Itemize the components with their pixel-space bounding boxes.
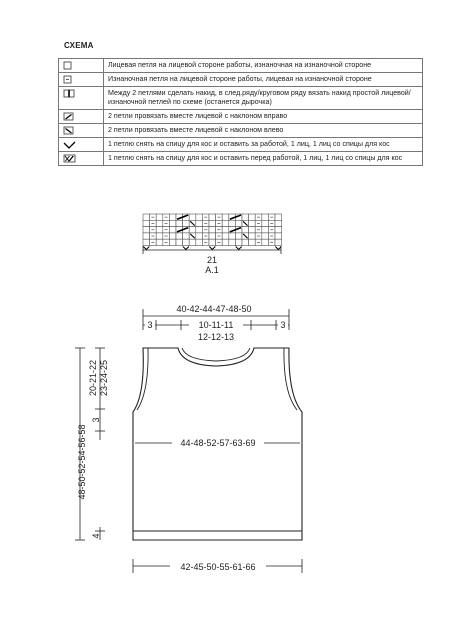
chart-cell (262, 239, 269, 245)
chart-cell (249, 233, 256, 239)
chart-cell (156, 214, 163, 220)
chart-cell (196, 220, 203, 226)
chart-cell (156, 239, 163, 245)
chart-cell (156, 220, 163, 226)
bottom-width-label: 42-45-50-55-61-66 (180, 562, 256, 572)
chart-cell (169, 227, 176, 233)
legend-text: Лицевая петля на лицевой стороне работы, изнаночная на изнаночной стороне (104, 59, 423, 73)
legend-text: 1 петлю снять на спицу для кос и оставить перед работой, 1 лиц, 1 лиц со спицы для кос (104, 152, 423, 166)
chart-cell (222, 227, 229, 233)
chart-cell (183, 233, 190, 239)
chart-base-symbol (275, 247, 281, 250)
chart-cell (229, 239, 236, 245)
total-length-label: 48-50-52-54-56-58 (77, 424, 87, 500)
chart-cell (275, 214, 282, 220)
chart-cell (249, 239, 256, 245)
chart-cell (222, 239, 229, 245)
chart-cell (196, 233, 203, 239)
chart-cell (209, 233, 216, 239)
chart-cell (262, 220, 269, 226)
legend-text: Между 2 петлями сделать накид, в след.ряду/круговом ряду вязать накид простой лицевой/изнаночной петлей по схеме (останется дырочка) (104, 87, 423, 110)
chart-cell (242, 214, 249, 220)
chart-cell (275, 233, 282, 239)
chart-cell (262, 214, 269, 220)
neck-width-label: 10-11-11 (198, 320, 234, 330)
legend-text: 2 петли провязать вместе лицевой с наклоном вправо (104, 110, 423, 124)
chart-cell (249, 227, 256, 233)
chart-cell (275, 239, 282, 245)
chart-cell (209, 227, 216, 233)
shoulder-right-label: 3 (280, 320, 286, 330)
chart-base-symbol (143, 247, 149, 250)
chart-base-symbol (209, 247, 215, 250)
chart-cell (209, 214, 216, 220)
chart-cell (156, 233, 163, 239)
chart-cell (196, 227, 203, 233)
chart-cell (143, 227, 150, 233)
chart-cell (183, 239, 190, 245)
chart-cell (143, 214, 150, 220)
top-width-label: 40-42-44-47-48-50 (176, 304, 252, 314)
chart-cell (156, 227, 163, 233)
chart-base-symbol (236, 247, 242, 250)
chart-cell (143, 220, 150, 226)
chart-cell (222, 214, 229, 220)
chart-name: A.1 (205, 265, 219, 275)
chart-stitch-count: 21 (206, 255, 218, 265)
chart-cell (169, 239, 176, 245)
armhole-band-label: 3 (91, 417, 101, 423)
chart-cell (242, 239, 249, 245)
chart-cell (169, 220, 176, 226)
chart-cell (275, 227, 282, 233)
chart-cell (222, 220, 229, 226)
chart-cell (189, 227, 196, 233)
chart-cell (242, 227, 249, 233)
chart-cell (176, 233, 183, 239)
chart-cell (176, 220, 183, 226)
chart-cell (235, 220, 242, 226)
shoulder-left-label: 3 (147, 320, 153, 330)
chart-cell (183, 220, 190, 226)
chart-cell (229, 233, 236, 239)
chart-cell (229, 220, 236, 226)
chart-cell (262, 233, 269, 239)
chart-cell (222, 233, 229, 239)
chart-legend-heading: СХЕМА (64, 41, 94, 50)
chart-cell (176, 239, 183, 245)
chart-cell (189, 239, 196, 245)
chart-cell (249, 220, 256, 226)
chart-cell (275, 220, 282, 226)
legend-text: 2 петли провязать вместе лицевой с наклоном влево (104, 124, 423, 138)
rib-band-label: 4 (91, 533, 101, 539)
chart-base-symbol (183, 247, 189, 250)
chart-cell (209, 239, 216, 245)
chart-cell (143, 239, 150, 245)
neck-width-label-2: 12-12-13 (197, 332, 235, 342)
chart-cell (209, 220, 216, 226)
chart-cell (189, 214, 196, 220)
chart-cell (196, 239, 203, 245)
armhole-depth-label-2: 23-24-25 (99, 359, 109, 397)
chart-cell (235, 233, 242, 239)
armhole-depth-label-1: 20-21-22 (88, 359, 98, 397)
chart-cell (262, 227, 269, 233)
legend-text: 1 петлю снять на спицу для кос и оставить за работой, 1 лиц, 1 лиц со спицы для кос (104, 138, 423, 152)
chart-cell (169, 214, 176, 220)
chart-cell (235, 239, 242, 245)
chart-cell (196, 214, 203, 220)
knitting-chart-a1 (143, 214, 282, 250)
chart-cell (143, 233, 150, 239)
chart-cell (249, 214, 256, 220)
neckline-band (182, 348, 250, 361)
legend-text: Изнаночная петля на лицевой стороне работы, лицевая на изнаночной стороне (104, 73, 423, 87)
chest-width-label: 44-48-52-57-63-69 (180, 438, 256, 448)
chart-cell (169, 233, 176, 239)
